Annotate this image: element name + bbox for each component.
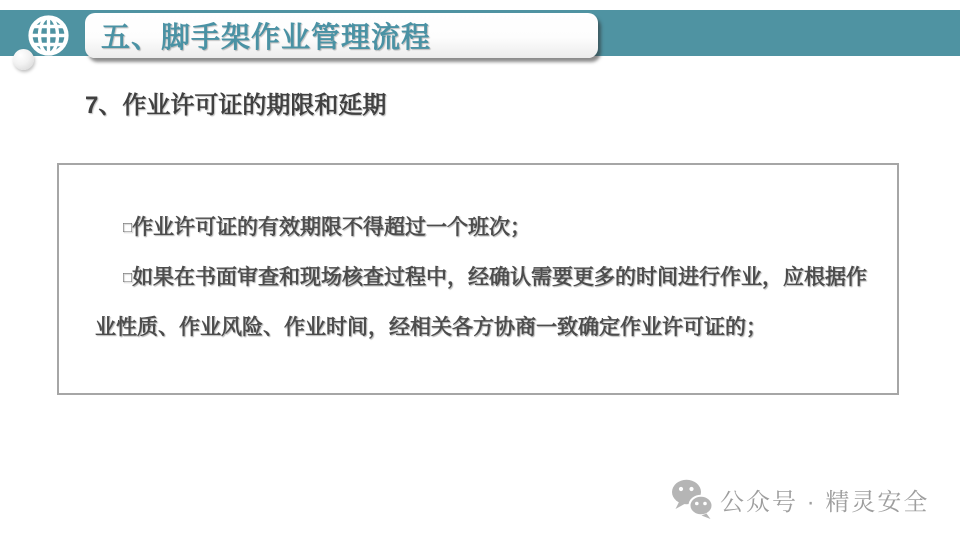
slide-header (85, 13, 598, 58)
section-subtitle: 7、作业许可证的期限和延期 (85, 92, 387, 119)
bullet-paragraph (95, 204, 885, 254)
wechat-watermark (670, 478, 929, 520)
globe-icon (26, 13, 71, 58)
bullet-paragraph (95, 254, 885, 352)
content-box (57, 163, 899, 395)
header-title: 五、脚手架作业管理流程 (101, 22, 432, 54)
wechat-icon (670, 478, 715, 520)
paragraph-text: 作业许可证的有效期限不得超过一个班次； (132, 216, 532, 239)
wechat-account-label: 公众号 · 精灵安全 (720, 488, 930, 516)
content-paragraphs (59, 165, 897, 352)
square-bullet-icon: □ (123, 219, 133, 236)
square-bullet-icon: □ (123, 269, 133, 286)
sphere-decoration (13, 49, 34, 70)
paragraph-text: 如果在书面审查和现场核查过程中，经确认需要更多的时间进行作业，应根据作业性质、作业风险、作业时间，经相关各方协商一致确定作业许可证的； (95, 266, 868, 339)
